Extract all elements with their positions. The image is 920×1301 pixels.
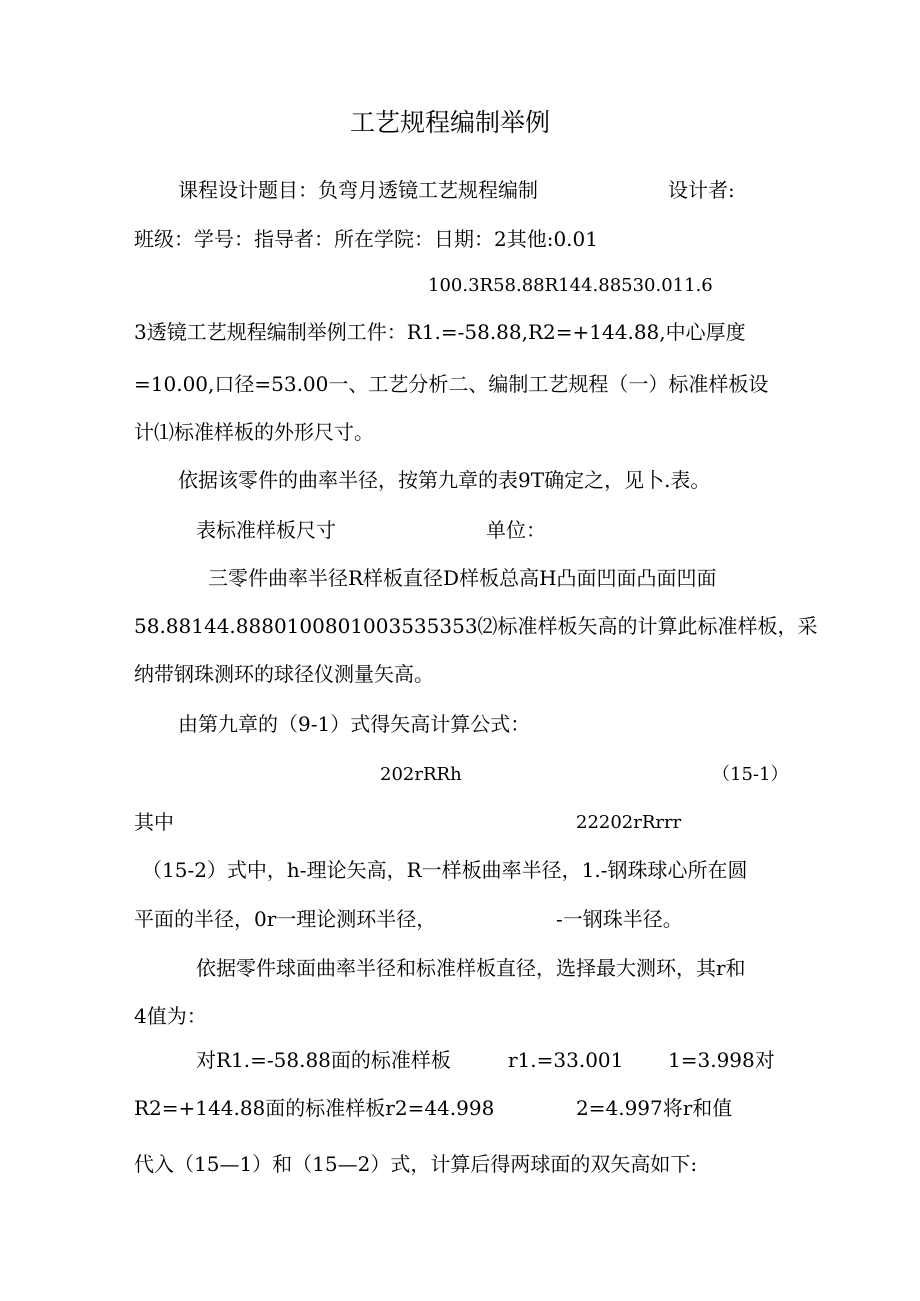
formula-15-1-number: （15-1）	[712, 764, 789, 785]
r1-template-label: 对R1.=-58.88面的标准样板	[196, 1048, 451, 1072]
table-values-line: 58.88144.8880100801003535353⑵标准样板矢高的计算此标准样板，采	[134, 614, 818, 638]
r1-ball-value: 1=3.998对	[668, 1048, 775, 1072]
symbol-definitions-line-2b: -一钢珠半径。	[556, 907, 683, 931]
r2-template-line: R2=+144.88面的标准样板r2=44.998	[134, 1096, 495, 1120]
where-label: 其中	[134, 810, 174, 834]
designer-label: 设计者:	[668, 178, 735, 202]
radius-basis-line: 依据该零件的曲率半径，按第九章的表9T确定之，见卜.表。	[178, 468, 711, 492]
template-size-line: 计⑴标准样板的外形尺寸。	[134, 420, 374, 444]
r2-ball-value: 2=4.997将r和值	[576, 1096, 733, 1120]
values-label-line: 4值为：	[134, 1004, 207, 1028]
parameter-values-line: 100.3R58.88R144.88530.011.6	[428, 275, 713, 296]
table-caption: 表标准样板尺寸	[196, 518, 336, 542]
formula-15-1: 202rRRh	[380, 764, 462, 785]
symbol-definitions-line: （15-2）式中，h-理论矢高，R一样板曲率半径，1.-钢珠球心所在圆	[142, 858, 748, 882]
analysis-line: =10.00,口径=53.00一、工艺分析二、编制工艺规程（一）标准样板设	[134, 372, 769, 396]
table-header-line: 三零件曲率半径R样板直径D样板总高H凸面凹面凸面凹面	[208, 566, 717, 590]
table-unit-label: 单位：	[486, 518, 546, 542]
select-ring-line: 依据零件球面曲率半径和标准样板直径，选择最大测环，其r和	[196, 956, 746, 980]
symbol-definitions-line-2a: 平面的半径，0r一理论测环半径，	[134, 907, 437, 931]
r1-radius-value: r1.=33.001	[508, 1048, 624, 1072]
course-topic-line: 课程设计题目：负弯月透镜工艺规程编制	[178, 178, 538, 202]
substitution-line: 代入（15—1）和（15—2）式，计算后得两球面的双矢高如下:	[134, 1152, 698, 1176]
info-fields-line: 班级：学号：指导者：所在学院：日期：2其他:0.01	[134, 227, 598, 251]
formula-intro-line: 由第九章的（9-1）式得矢高计算公式：	[178, 712, 531, 736]
formula-15-2: 22202rRrrr	[576, 812, 682, 833]
workpiece-line: 3透镜工艺规程编制举例工件：R1.=-58.88,R2=+144.88,中心厚度	[134, 320, 746, 344]
measurement-line: 纳带钢珠测环的球径仪测量矢高。	[134, 662, 434, 686]
document-title: 工艺规程编制举例	[350, 108, 551, 137]
